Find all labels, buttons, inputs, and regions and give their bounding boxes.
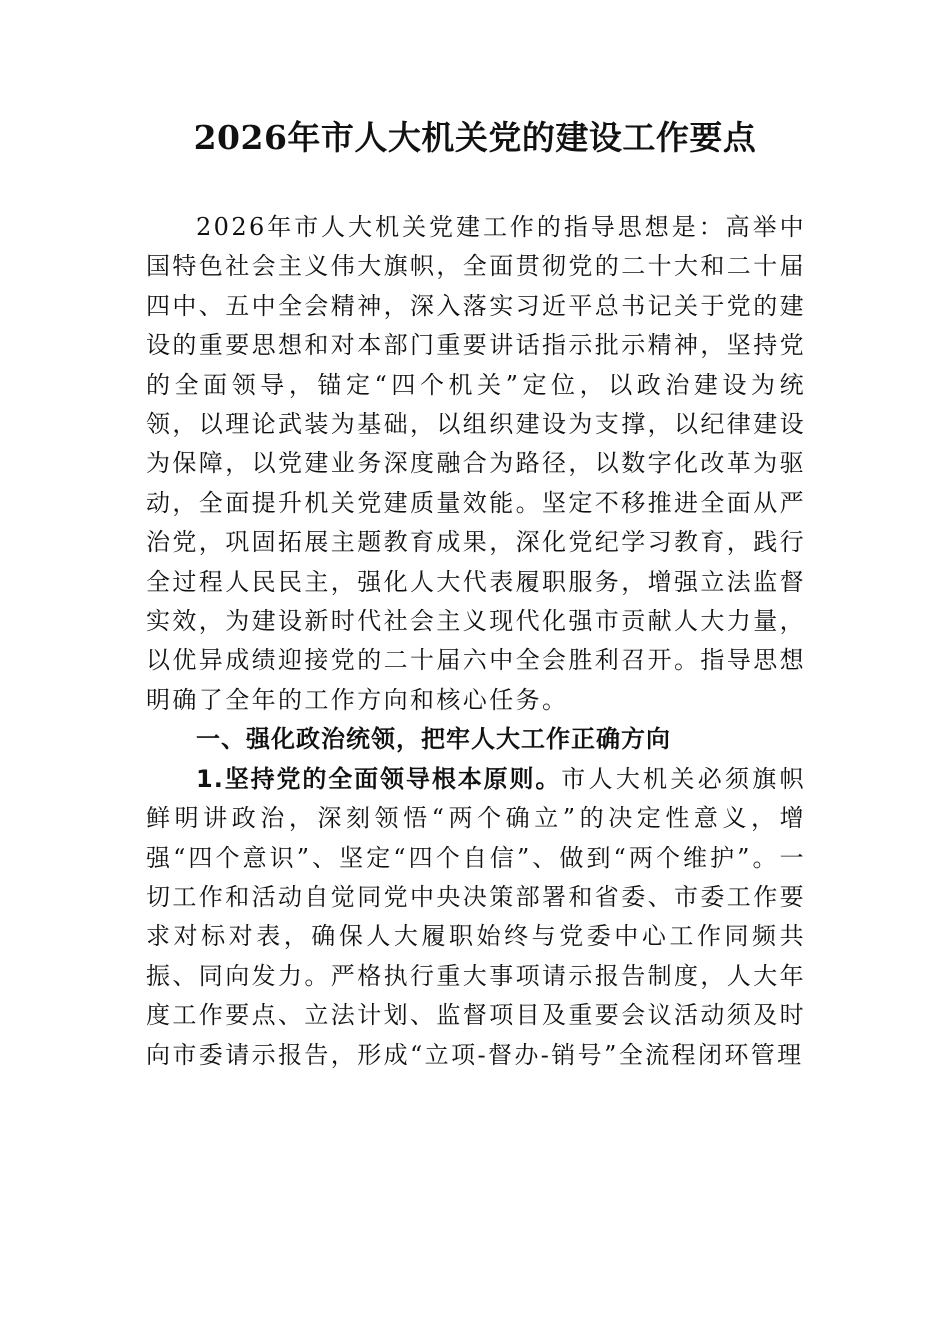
item-text: 市人大机关必须旗帜鲜明讲政治，深刻领悟“两个确立”的决定性意义，增强“四个意识”、坚定“四个自信”、做到“两个维护”。一切工作和活动自觉同党中央决策部署和省委、市委工作要求对标对表，确保人大履职始终与党委中心工作同频共振、同向发力。严格执行重大事项请示报告制度，人大年度工作要点、立法计划、监督项目及重要会议活动须及时向市委请示报告，形成“立项-督办-销号”全流程闭环管理	[146, 764, 806, 1069]
item-paragraph	[146, 760, 806, 1075]
document-title: 2026年市人大机关党的建设工作要点	[193, 118, 757, 157]
document-body	[146, 208, 806, 1075]
intro-paragraph: 2026年市人大机关党建工作的指导思想是：高举中国特色社会主义伟大旗帜，全面贯彻党的二十大和二十届四中、五中全会精神，深入落实习近平总书记关于党的建设的重要思想和对本部门重要讲话指示批示精神，坚持党的全面领导，锚定“四个机关”定位，以政治建设为统领，以理论武装为基础，以组织建设为支撑，以纪律建设为保障，以党建业务深度融合为路径，以数字化改革为驱动，全面提升机关党建质量效能。坚定不移推进全面从严治党，巩固拓展主题教育成果，深化党纪学习教育，践行全过程人民民主，强化人大代表履职服务，增强立法监督实效，为建设新时代社会主义现代化强市贡献人大力量，以优异成绩迎接党的二十届六中全会胜利召开。指导思想明确了全年的工作方向和核心任务。	[146, 213, 806, 714]
section-heading: 一、强化政治统领，把牢人大工作正确方向	[196, 725, 671, 754]
item-lead: 1.坚持党的全面领导根本原则。	[196, 764, 562, 793]
